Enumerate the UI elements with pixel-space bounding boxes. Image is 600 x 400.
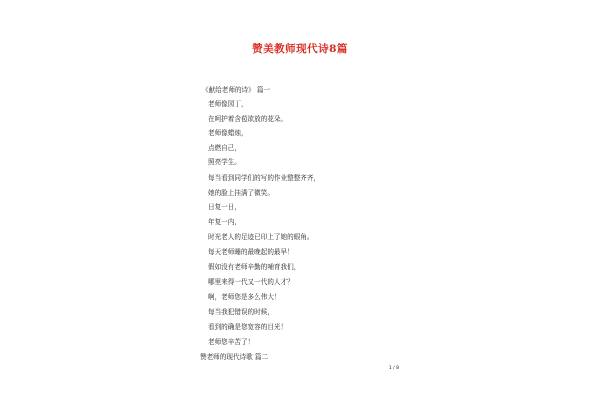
page-number: 1 / 8 — [388, 366, 399, 371]
poem-line: 老师您辛苦了！ — [208, 338, 255, 346]
poem-line: 哪里来得一代又一代的人才？ — [208, 278, 294, 286]
poem-line: 年复一内， — [208, 218, 241, 226]
poem-line: 每当我犯错误的时候， — [208, 308, 274, 316]
poem-line: 她的脸上挂满了微笑。 — [208, 189, 274, 197]
document-title: 赞美教师现代诗8篇 — [252, 43, 348, 55]
poem-line: 赞老师的现代诗歌 篇二 — [200, 353, 269, 361]
poem-line: 点燃自己， — [208, 144, 241, 152]
poem-line: 啊，老师您是多么伟大！ — [208, 293, 281, 301]
poem-line: 老师像园丁， — [208, 100, 248, 108]
poem-line: 看到的确是您宽容的目光！ — [208, 323, 288, 331]
poem-line: 每天老师睡的最晚起的最早！ — [208, 248, 294, 256]
poem-line: 照亮学生。 — [208, 158, 241, 166]
poem-line: 每当看到同学们的写的作业整整齐齐， — [208, 174, 321, 182]
poem-line: 在呵护着含苞欲放的花朵。 — [208, 115, 288, 123]
poem-line: 日复一日， — [208, 203, 241, 211]
poem-line: 假如没有老师辛勤的哺育我们， — [208, 263, 301, 271]
poem-line: 《献给老师的诗》 篇一 — [202, 86, 271, 94]
poem-line: 时光老人的足迹已印上了她的眼角。 — [208, 233, 314, 241]
poem-line: 老师像蜡烛， — [208, 129, 248, 137]
